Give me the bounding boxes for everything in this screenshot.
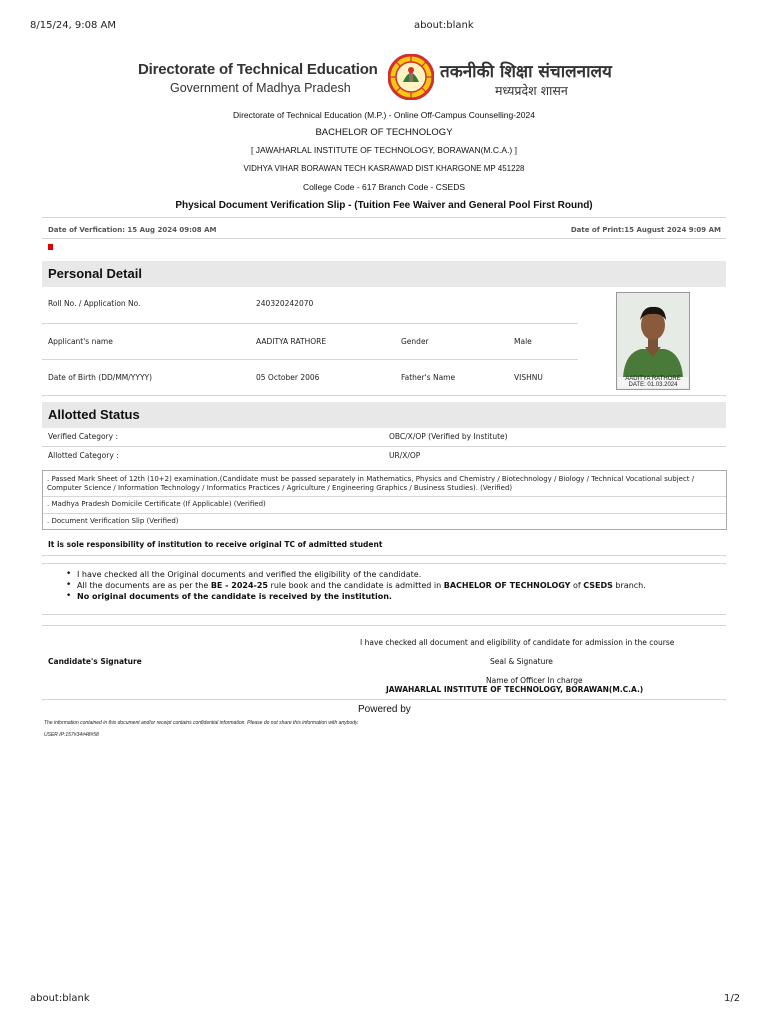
gender-label: Gender xyxy=(401,337,429,346)
divider xyxy=(42,555,726,556)
roll-label: Roll No. / Application No. xyxy=(48,299,141,308)
counselling-line: Directorate of Technical Education (M.P.) - Online Off-Campus Counselling-2024 xyxy=(233,110,535,120)
declaration-list xyxy=(63,569,723,602)
photo-caption-name: AADITYA RATHORE xyxy=(625,376,681,382)
verification-date: Date of Verfication: 15 Aug 2024 09:08 AM xyxy=(48,226,217,234)
declaration-item: • I have checked all the Original documents and verified the eligibility of the candidate. xyxy=(63,569,723,580)
divider xyxy=(42,323,578,324)
verified-category-label: Verified Category : xyxy=(48,432,118,441)
seal-signature-label: Seal & Signature xyxy=(490,657,553,666)
user-ip: USER IP:157#34#48#58 xyxy=(44,732,99,738)
institute-address: VIDHYA VIHAR BORAWAN TECH KASRAWAD DIST KHARGONE MP 451228 xyxy=(243,164,525,173)
document-item: . Document Verification Slip (Verified) xyxy=(47,517,179,525)
applicant-photo xyxy=(616,292,690,390)
letterhead xyxy=(0,52,768,108)
divider xyxy=(42,446,726,447)
applicant-name-label: Applicant's name xyxy=(48,337,113,346)
father-name-label: Father's Name xyxy=(401,373,456,382)
dte-subtitle-en: Government of Madhya Pradesh xyxy=(170,81,351,95)
responsibility-note: It is sole responsibility of institution to receive original TC of admitted student xyxy=(48,540,383,549)
divider xyxy=(42,625,726,626)
document-item-continued: Computer Science / Information Technology / Informatics Practices / Agriculture / Engineering Graphics / Business Studies). (Verified) xyxy=(47,484,513,492)
photo-caption xyxy=(618,377,688,388)
powered-by: Powered by xyxy=(358,704,411,715)
status-marker xyxy=(48,244,53,250)
divider xyxy=(42,563,726,564)
institute-name: [ JAWAHARLAL INSTITUTE OF TECHNOLOGY, BORAWAN(M.C.A.) ] xyxy=(251,145,517,155)
document-item: . Passed Mark Sheet of 12th (10+2) examination.(Candidate must be passed separately in Mathematics, Physics and Chemistry / Biotechnology / Biology / Technical Vocational subject / xyxy=(47,475,695,483)
page-number: 1/2 xyxy=(724,993,741,1004)
personal-detail-header xyxy=(42,261,726,287)
roll-value: 240320242070 xyxy=(256,299,314,308)
course-name: BACHELOR OF TECHNOLOGY xyxy=(315,127,453,138)
dte-emblem-logo xyxy=(388,54,434,100)
print-footer-url: about:blank xyxy=(30,993,90,1004)
divider xyxy=(42,699,726,700)
college-branch-code: College Code - 617 Branch Code - CSEDS xyxy=(302,182,466,192)
dob-label: Date of Birth (DD/MM/YYYY) xyxy=(48,373,153,382)
father-name-value: VISHNU xyxy=(514,373,543,382)
documents-list xyxy=(42,470,727,530)
person-photo-icon xyxy=(617,293,689,377)
divider xyxy=(43,496,726,497)
officer-institute: JAWAHARLAL INSTITUTE OF TECHNOLOGY, BORAWAN(M.C.A.) xyxy=(386,685,644,694)
photo-caption-date: DATE: 01.03.2024 xyxy=(628,381,678,388)
declaration-item: • All the documents are as per the BE - 2024-25 rule book and the candidate is admitted in BACHELOR OF TECHNOLOGY of CSEDS branch. xyxy=(63,580,723,591)
document-item: . Madhya Pradesh Domicile Certificate (If Applicable) (Verified) xyxy=(47,500,266,508)
divider xyxy=(43,513,726,514)
divider xyxy=(42,614,726,615)
slip-title: Physical Document Verification Slip - (Tuition Fee Waiver and General Pool First Round) xyxy=(175,200,593,211)
dte-subtitle-hi: मध्यप्रदेश शासन xyxy=(495,83,568,98)
declaration-item: • No original documents of the candidate is received by the institution. xyxy=(63,591,723,602)
candidate-signature-label: Candidate's Signature xyxy=(48,657,142,666)
print-date: Date of Print:15 August 2024 9:09 AM xyxy=(570,226,721,234)
section-title: Personal Detail xyxy=(48,266,142,281)
allotted-category-label: Allotted Category : xyxy=(48,451,119,460)
applicant-name-value: AADITYA RATHORE xyxy=(256,337,327,346)
divider xyxy=(42,217,726,218)
confidential-disclaimer: The information contained in this document and/or receipt contains confidential information. Please do not share this information with anybody. xyxy=(44,720,359,726)
officer-label: Name of Officer In charge xyxy=(486,676,583,685)
divider xyxy=(42,359,578,360)
officer-statement: I have checked all document and eligibility of candidate for admission in the course xyxy=(360,638,675,647)
gender-value: Male xyxy=(514,337,532,346)
verified-category-value: OBC/X/OP (Verified by Institute) xyxy=(389,432,508,441)
divider xyxy=(42,395,726,396)
section-title: Allotted Status xyxy=(48,407,140,422)
print-datetime: 8/15/24, 9:08 AM xyxy=(30,20,117,31)
allotted-status-header xyxy=(42,402,726,428)
print-url: about:blank xyxy=(414,20,474,31)
dob-value: 05 October 2006 xyxy=(256,373,320,382)
dte-title-hi: तकनीकी शिक्षा संचालनालय xyxy=(440,62,612,82)
divider xyxy=(42,238,726,239)
dte-title-en: Directorate of Technical Education xyxy=(138,61,378,78)
allotted-category-value: UR/X/OP xyxy=(389,451,421,460)
